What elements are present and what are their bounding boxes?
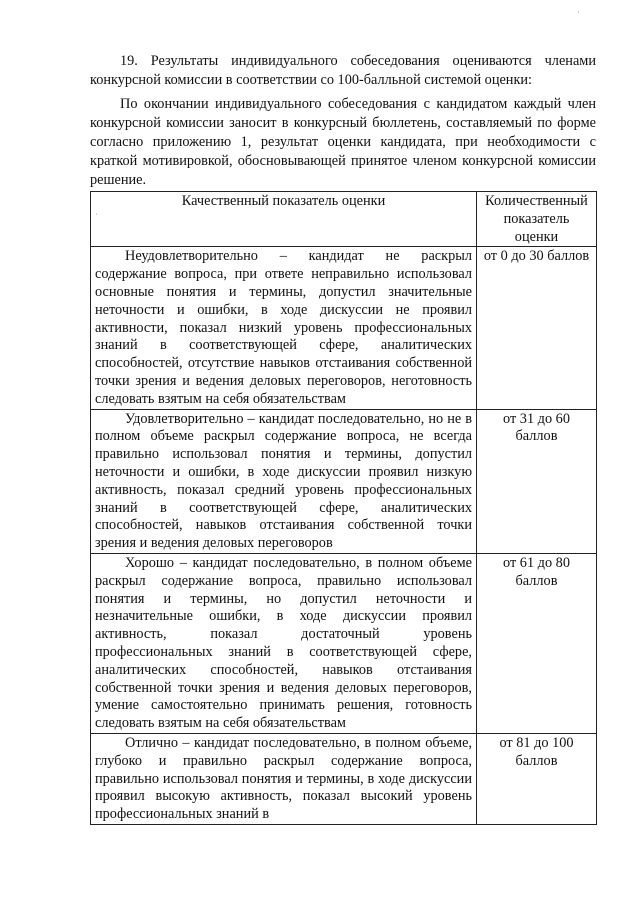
row-score: от 61 до 80 баллов xyxy=(477,553,597,733)
row-description: Неудовлетворительно – кандидат не раскрыл содержание вопроса, при ответе неправильно использовал основные понятия и термины, допустил значительные неточности и ошибки, в ходе дискуссии не проявил активности, показал низкий уровень профессиональных знаний в соответствующей сфере, аналитических способностей, отсутствие навыков отстаивания собственной точки зрения и ведения деловых переговоров, неготовность следовать взятым на себя обязательствам xyxy=(91,247,477,409)
table-row xyxy=(91,409,597,553)
table-row xyxy=(91,247,597,409)
row-score: от 81 до 100 баллов xyxy=(477,733,597,824)
row-description: Отлично – кандидат последовательно, в полном объеме, глубоко и правильно раскрыл содержание вопроса, правильно использовал понятия и термины, в ходе дискуссии проявил высокую активность, показал высокий уровень профессиональных знаний в xyxy=(91,733,477,824)
table-row xyxy=(91,553,597,733)
table-header-row xyxy=(91,192,597,247)
paragraph-19: 19. Результаты индивидуального собеседования оцениваются членами конкурсной комиссии в соответствии со 100-балльной системой оценки: xyxy=(90,53,596,88)
scan-speck: · xyxy=(577,8,580,17)
paragraph-ballot: По окончании индивидуального собеседования с кандидатом каждый член конкурсной комиссии заносит в конкурсный бюллетень, составляемый по форме согласно приложению 1, результат оценки кандидата, при необходимости с краткой мотивировкой, обосновывающей принятое членом конкурсной комиссии решение. xyxy=(90,96,596,188)
row-description: Удовлетворительно – кандидат последовательно, но не в полном объеме раскрыл содержание вопроса, не всегда правильно использовал понятия и термины, допустил неточности и ошибки, в ходе дискуссии проявил низкую активность, показал средний уровень профессиональных знаний в соответствующей сфере, аналитических способностей, навыков отстаивания собственной точки зрения и ведения деловых переговоров xyxy=(91,409,477,553)
header-qualitative: Качественный показатель оценки · xyxy=(91,192,477,247)
row-description: Хорошо – кандидат последовательно, в полном объеме раскрыл содержание вопроса, правильно использовал понятия и термины, но допустил неточности и незначительные ошибки, в ходе дискуссии проявил активность, показал достаточный уровень профессиональных знаний в соответствующей сфере, аналитических способностей, навыков отстаивания собственной точки зрения и ведения деловых переговоров, умение самостоятельно принимать решения, готовность следовать взятым на себя обязательствам xyxy=(91,553,477,733)
evaluation-table xyxy=(90,191,597,825)
header-quantitative: Количественный показатель оценки xyxy=(477,192,597,247)
table-row xyxy=(91,733,597,824)
row-score: от 31 до 60 баллов xyxy=(477,409,597,553)
row-score: от 0 до 30 баллов xyxy=(477,247,597,409)
